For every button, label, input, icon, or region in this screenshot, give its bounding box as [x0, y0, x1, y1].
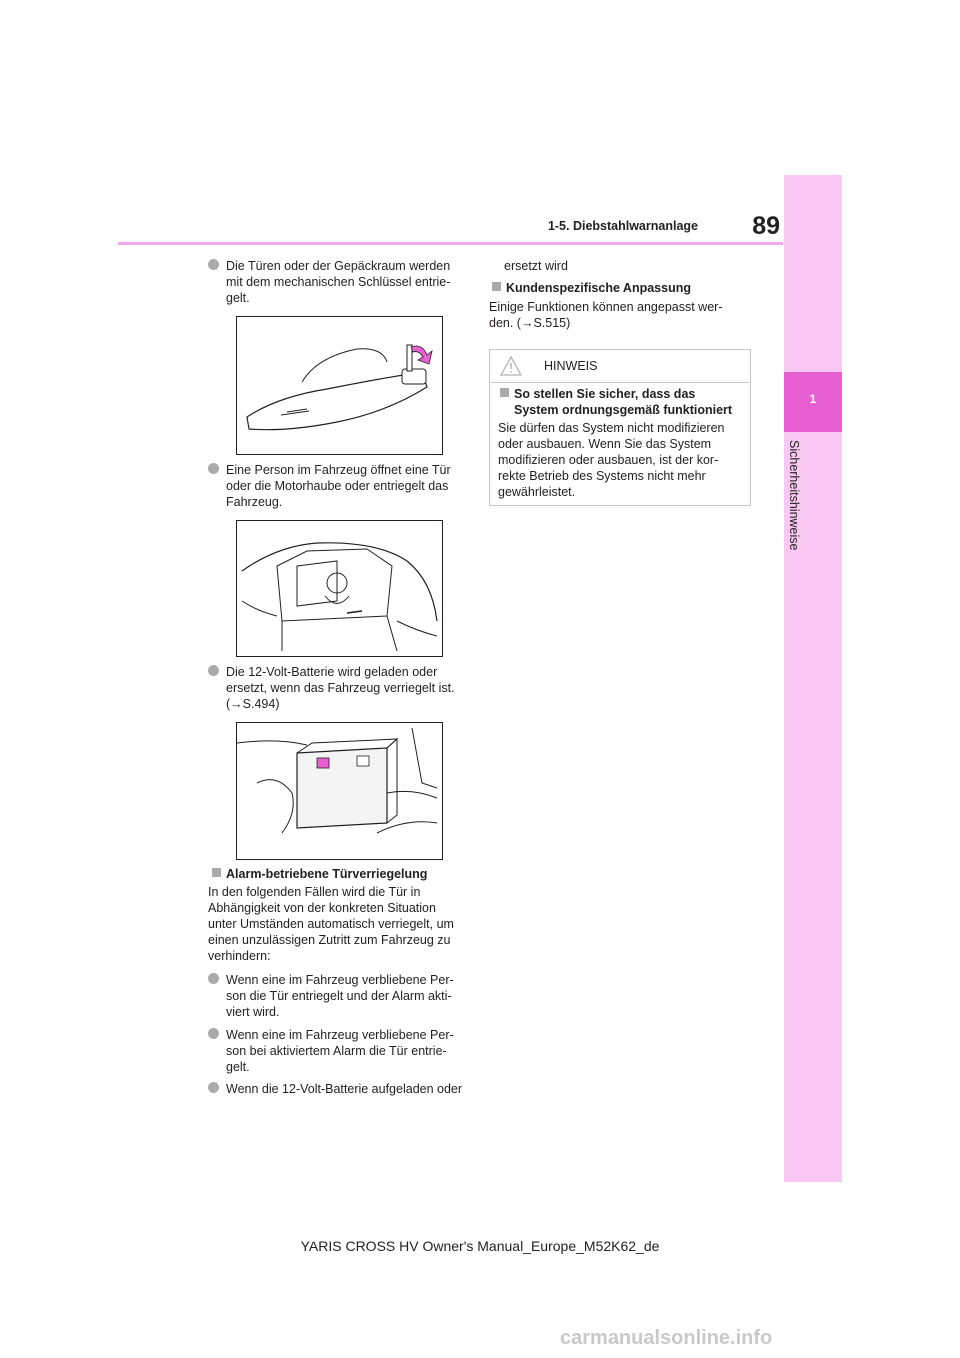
page-number: 89 — [752, 212, 780, 240]
alarm-heading: Alarm-betriebene Türverriegelung — [226, 866, 476, 882]
bullet-icon — [208, 259, 219, 270]
bullet-alarm-active-unlock: Wenn eine im Fahrzeug verbliebene Per- son bei aktiviertem Alarm die Tür entrie- gelt. — [226, 1027, 476, 1075]
section-marker-icon — [492, 282, 501, 291]
header-rule — [118, 242, 783, 245]
footer-manual-id: YARIS CROSS HV Owner's Manual_Europe_M52K62_de — [300, 1238, 660, 1254]
bullet-icon — [208, 1082, 219, 1093]
person-in-car-illustration — [236, 520, 443, 657]
bullet-alarm-unlock: Wenn eine im Fahrzeug verbliebene Per- son die Tür entriegelt und der Alarm akti- viert wird. — [226, 972, 476, 1020]
bullet-icon — [208, 1028, 219, 1039]
bullet-mechanical-key: Die Türen oder der Gepäckraum werden mit dem mechanischen Schlüssel entrie- gelt. — [226, 258, 476, 306]
continued-text: ersetzt wird — [504, 259, 568, 273]
bullet-icon — [208, 973, 219, 984]
watermark: carmanualsonline.info — [560, 1327, 773, 1349]
notice-header — [490, 350, 750, 383]
section-marker-icon — [500, 388, 509, 397]
bullet-battery-charged: Die 12-Volt-Batterie wird geladen oder ersetzt, wenn das Fahrzeug verriegelt ist. (→S.494) — [226, 664, 476, 712]
notice-title: HINWEIS — [544, 359, 598, 373]
bullet-person-opens-door: Eine Person im Fahrzeug öffnet eine Tür oder die Motorhaube oder entriegelt das Fahrzeug. — [226, 462, 476, 510]
bullet-icon — [208, 665, 219, 676]
section-marker-icon — [212, 868, 221, 877]
alarm-description: In den folgenden Fällen wird die Tür in Abhängigkeit von der konkreten Situation unter Umständen automatisch verriegelt, um einen unzulässigen Zutritt zum Fahrzeug zu verhindern: — [208, 885, 454, 963]
bullet-icon — [208, 463, 219, 474]
door-handle-illustration — [236, 316, 443, 455]
section-title: 1-5. Diebstahlwarnanlage — [547, 219, 698, 233]
notice-text: Sie dürfen das System nicht modifizieren oder ausbauen. Wenn Sie das System modifizieren oder ausbauen, ist der kor- rekte Betrieb des Systems nicht mehr gewährleistet. — [498, 421, 725, 499]
warning-icon — [500, 356, 522, 376]
notice-heading: So stellen Sie sicher, dass das System ordnungsgemäß funktioniert — [514, 386, 744, 418]
custom-description: Einige Funktionen können angepasst wer- den. (→S.515) — [489, 300, 723, 330]
chapter-title: Sicherheitshinweise — [787, 440, 801, 551]
battery-illustration — [236, 722, 443, 860]
chapter-side-tab — [784, 175, 842, 1182]
notice-box — [489, 349, 751, 506]
chapter-number: 1 — [809, 392, 817, 406]
bullet-battery-recharged: Wenn die 12-Volt-Batterie aufgeladen oder — [226, 1081, 476, 1097]
custom-heading: Kundenspezifische Anpassung — [506, 280, 746, 296]
